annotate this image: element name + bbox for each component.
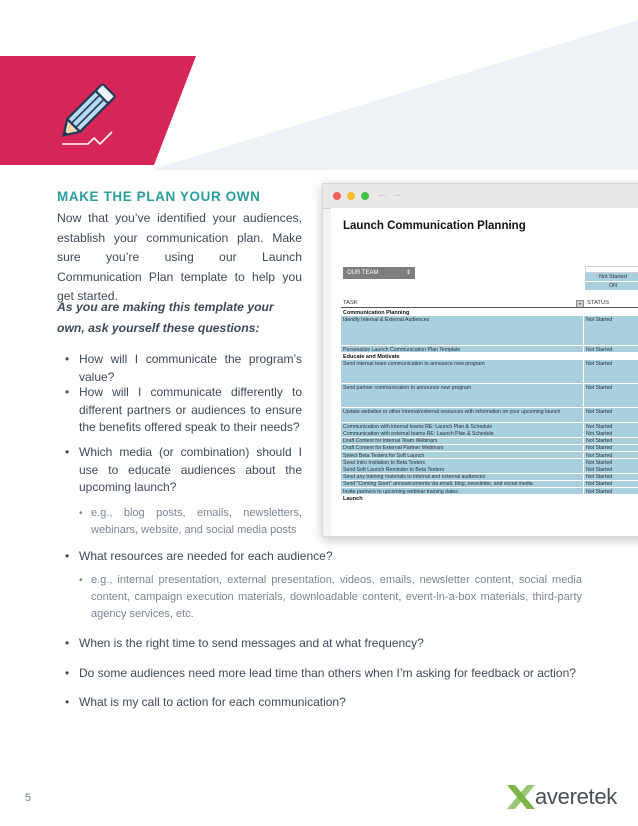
task-row bbox=[341, 474, 638, 480]
task-cell: Select Beta Testers for Soft Launch bbox=[343, 452, 425, 459]
task-cell: Send internal team communication to announce new program bbox=[343, 360, 485, 367]
list-item bbox=[57, 444, 302, 497]
spreadsheet bbox=[331, 208, 638, 536]
status-cell: Not Started bbox=[586, 346, 613, 353]
cell-divider bbox=[583, 445, 584, 451]
minimize-dot-icon bbox=[347, 192, 355, 200]
cell-divider bbox=[583, 346, 584, 352]
task-cell: Invite partners to upcoming webinar training dates bbox=[343, 488, 458, 495]
bullet-icon: • bbox=[65, 666, 70, 680]
question-list bbox=[57, 694, 582, 712]
section-row bbox=[341, 495, 638, 501]
task-row bbox=[341, 488, 638, 494]
back-arrow-icon: ← bbox=[377, 188, 388, 200]
task-row bbox=[341, 346, 638, 352]
task-row bbox=[341, 423, 638, 429]
intro-paragraph: Now that you’ve identified your audiences, establish your communication plan. Make sure you’re using our Launch Communication Plan template to help you get started. bbox=[57, 211, 302, 303]
task-row bbox=[341, 316, 638, 345]
cell-divider bbox=[583, 481, 584, 487]
list-item bbox=[57, 694, 582, 712]
window-titlebar bbox=[323, 184, 638, 209]
task-row bbox=[341, 452, 638, 458]
bullet-icon: • bbox=[79, 574, 83, 586]
column-header-status: STATUS bbox=[587, 300, 610, 306]
brand-logo-text: averetek bbox=[535, 784, 617, 809]
list-item-text: What resources are needed for each audience? bbox=[79, 549, 333, 563]
status-cell: Not Started bbox=[586, 384, 613, 391]
task-row bbox=[341, 438, 638, 444]
status-cell: Not Started bbox=[586, 488, 613, 495]
header-divider bbox=[341, 307, 638, 308]
sub-list-item-text: e.g., blog posts, emails, newsletters, webinars, website, and social media posts bbox=[91, 506, 302, 536]
status-cell: Not Started bbox=[586, 445, 613, 452]
bullet-icon: • bbox=[79, 507, 83, 519]
bullet-icon: • bbox=[65, 352, 70, 366]
question-list bbox=[57, 548, 582, 623]
task-cell: Draft Content for Internal Team Webinars bbox=[343, 438, 438, 444]
status-filter bbox=[585, 266, 638, 291]
close-dot-icon bbox=[333, 192, 341, 200]
task-cell: Personalize Launch Communication Plan Template bbox=[343, 346, 461, 353]
list-item bbox=[57, 635, 582, 653]
status-cell: Not Started bbox=[586, 481, 613, 488]
question-list bbox=[57, 384, 302, 437]
sub-list-item bbox=[57, 505, 302, 539]
task-row bbox=[341, 384, 638, 407]
cell-divider bbox=[583, 430, 584, 436]
task-row bbox=[341, 360, 638, 383]
sub-list-item-text: e.g., internal presentation, external presentation, videos, emails, newsletter content, social media content, campaign execution materials, downloadable content, event-in-a-box materials, third-party agency services, etc. bbox=[91, 573, 582, 620]
sub-list-item bbox=[57, 572, 582, 623]
list-item bbox=[57, 351, 302, 386]
bullet-icon: • bbox=[65, 385, 70, 399]
list-item-text: How will I communicate differently to different partners or audiences to ensure the benefits offered speak to their needs? bbox=[79, 385, 302, 434]
bullet-icon: • bbox=[65, 695, 70, 709]
cell-divider bbox=[583, 438, 584, 444]
bullet-icon: • bbox=[65, 549, 70, 563]
status-cell: Not Started bbox=[586, 316, 613, 323]
task-cell: Send "Coming Soon" announcements via email, blog, newsletter, and social media bbox=[343, 481, 533, 488]
list-item bbox=[57, 665, 582, 683]
status-cell: Not Started bbox=[586, 452, 613, 459]
task-cell: Draft Content for External Partner Webinars bbox=[343, 445, 444, 452]
task-row bbox=[341, 459, 638, 465]
task-row bbox=[341, 430, 638, 436]
cell-divider bbox=[583, 316, 584, 345]
template-screenshot bbox=[322, 183, 638, 537]
sheet-title: Launch Communication Planning bbox=[343, 220, 526, 232]
bullet-icon: • bbox=[65, 636, 70, 650]
averetek-logo-mark bbox=[505, 783, 537, 811]
column-header-task: TASK bbox=[343, 300, 358, 306]
maximize-dot-icon bbox=[361, 192, 369, 200]
cell-divider bbox=[583, 466, 584, 472]
team-select bbox=[343, 267, 415, 279]
question-list bbox=[57, 444, 302, 539]
question-list bbox=[57, 351, 302, 386]
status-filter-toggle: ON bbox=[585, 282, 638, 291]
list-item-text: Which media (or combination) should I use to educate audiences about the upcoming launch? bbox=[79, 445, 302, 494]
task-cell: Identify Internal & External Audiences bbox=[343, 316, 430, 323]
status-cell: Not Started bbox=[586, 430, 613, 437]
list-item-text: When is the right time to send messages and at what frequency? bbox=[79, 636, 424, 650]
task-row bbox=[341, 408, 638, 422]
forward-arrow-icon: → bbox=[391, 188, 402, 200]
list-item bbox=[57, 384, 302, 437]
section-row bbox=[341, 353, 638, 359]
team-select-value: OUR TEAM bbox=[347, 270, 379, 276]
task-cell: Send Intro Invitation to Beta Testers bbox=[343, 459, 426, 466]
task-cell: Communication with external teams RE: Launch Plan & Schedule bbox=[343, 430, 494, 437]
task-cell: Communication with internal teams RE: Launch Plan & Schedule bbox=[343, 423, 493, 430]
bullet-icon: • bbox=[65, 445, 70, 459]
list-item-text: How will I communicate the program’s value? bbox=[79, 352, 302, 384]
question-list bbox=[57, 635, 582, 653]
cell-divider bbox=[583, 360, 584, 383]
task-cell: Update websites or other internal/external resources with information on your upcoming launch bbox=[343, 408, 561, 415]
task-cell: Educate and Motivate bbox=[343, 353, 400, 360]
status-cell: Not Started bbox=[586, 459, 613, 466]
status-cell: Not Started bbox=[586, 466, 613, 473]
task-cell: Send Soft Launch Reminder to Beta Testers bbox=[343, 466, 445, 473]
status-cell: Not Started bbox=[586, 423, 613, 430]
task-row bbox=[341, 466, 638, 472]
cell-divider bbox=[583, 384, 584, 407]
status-filter-header bbox=[585, 266, 638, 273]
question-prompt: As you are making this template your own, ask yourself these questions: bbox=[57, 300, 274, 335]
task-row bbox=[341, 481, 638, 487]
cell-divider bbox=[583, 452, 584, 458]
section-heading: MAKE THE PLAN YOUR OWN bbox=[57, 189, 261, 204]
status-cell: Not Started bbox=[586, 438, 613, 444]
task-cell: Launch bbox=[343, 495, 363, 502]
section-row bbox=[341, 309, 638, 315]
task-cell: Send any training materials to internal and external audiences bbox=[343, 474, 486, 480]
list-item-text: Do some audiences need more lead time than others when I’m asking for feedback or action? bbox=[79, 666, 576, 680]
cell-divider bbox=[583, 488, 584, 494]
cell-divider bbox=[583, 408, 584, 422]
status-cell: Not Started bbox=[586, 474, 613, 480]
cell-divider bbox=[583, 474, 584, 480]
status-cell: Not Started bbox=[586, 360, 613, 367]
column-filter-icon: ▾ bbox=[576, 300, 584, 308]
task-cell: Send partner communication to announce new program bbox=[343, 384, 472, 391]
status-filter-value: Not Started bbox=[585, 273, 638, 282]
task-cell: Communication Planning bbox=[343, 309, 410, 316]
select-arrows-icon: ⇕ bbox=[405, 270, 411, 276]
page-number: 5 bbox=[25, 792, 32, 804]
pencil-icon bbox=[48, 74, 126, 150]
list-item bbox=[57, 548, 582, 566]
status-cell: Not Started bbox=[586, 408, 613, 415]
list-item-text: What is my call to action for each communication? bbox=[79, 695, 346, 709]
cell-divider bbox=[583, 459, 584, 465]
cell-divider bbox=[583, 423, 584, 429]
task-row bbox=[341, 445, 638, 451]
question-list bbox=[57, 665, 582, 683]
